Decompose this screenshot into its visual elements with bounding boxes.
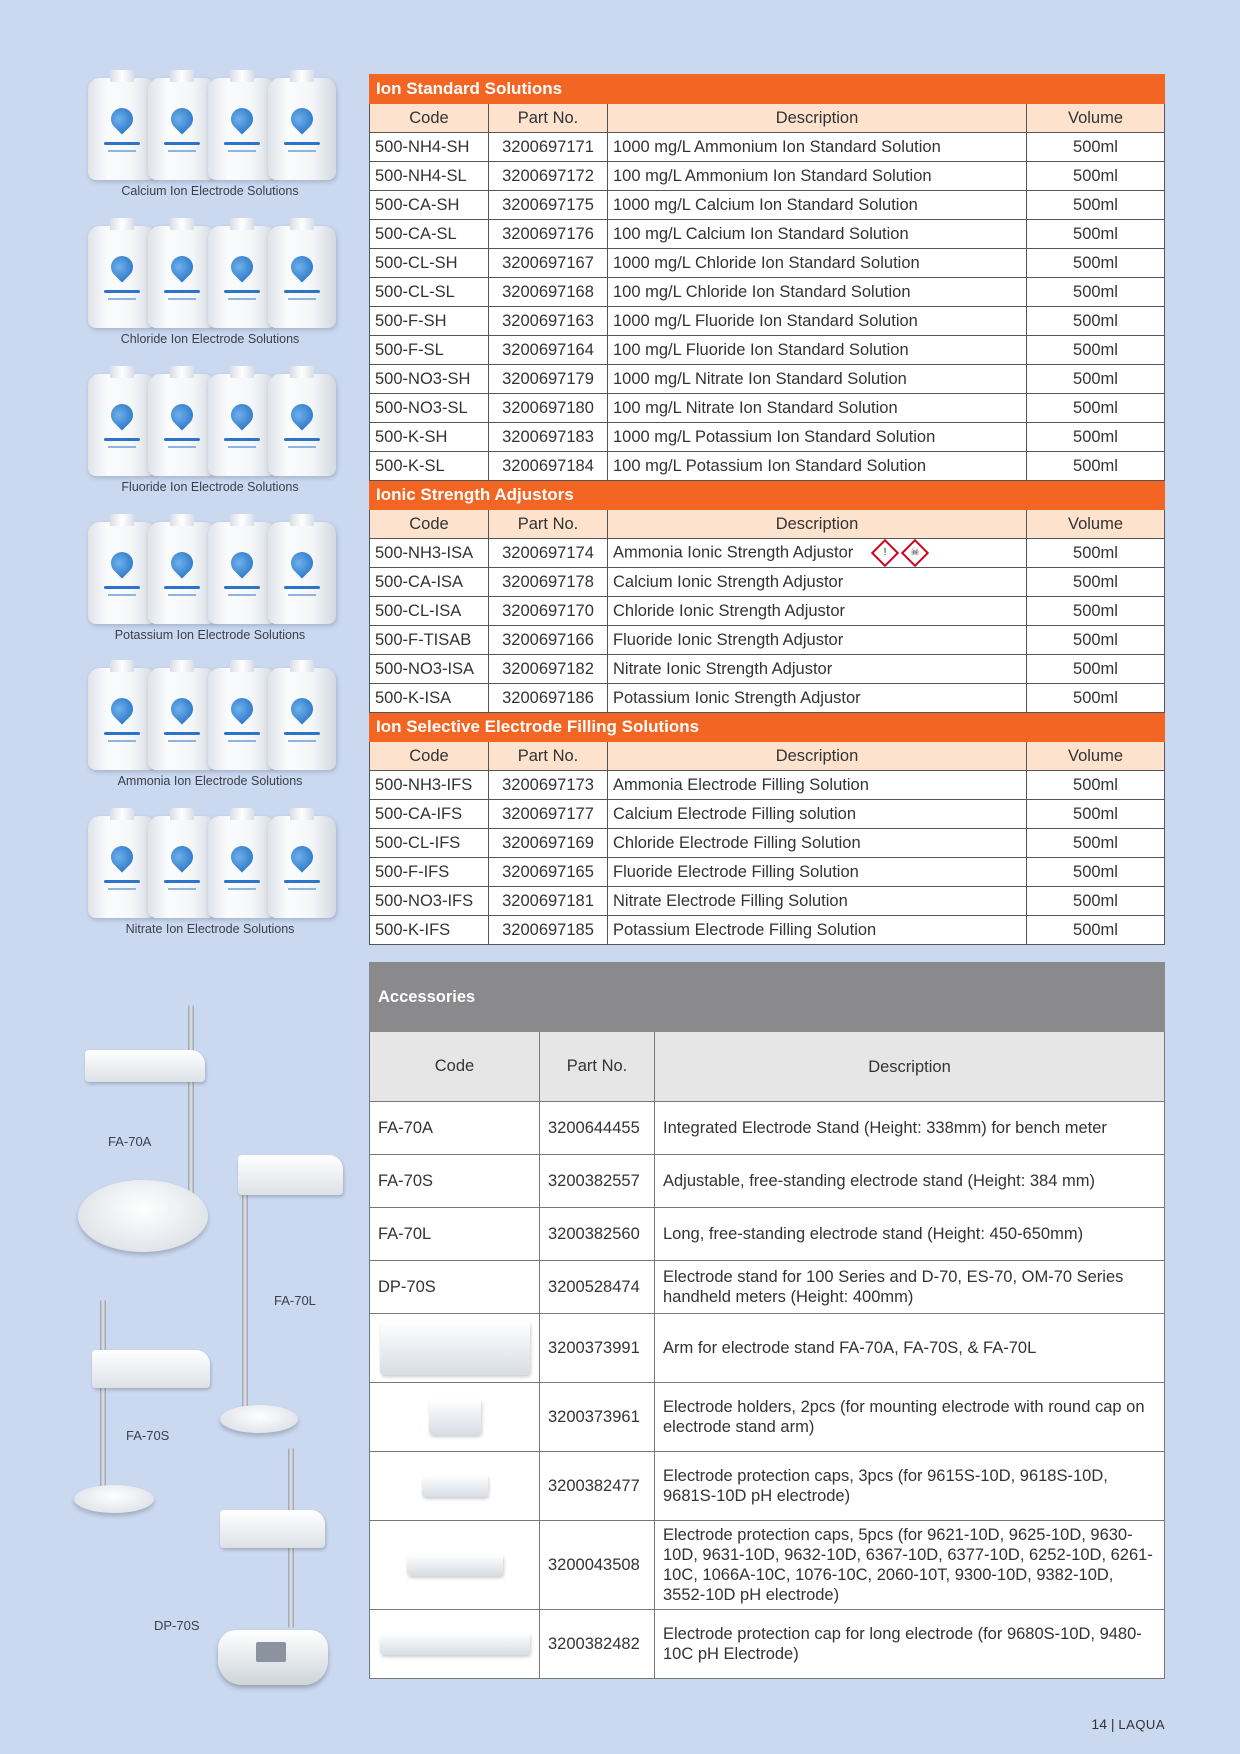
row-description-text: Potassium Ionic Strength Adjustor [613,688,861,707]
section-title: Ion Selective Electrode Filling Solutions [370,713,1165,742]
row-part-number: 3200697184 [489,452,608,481]
accessories-section-header [370,963,1165,1032]
row-description [608,162,1027,191]
row-description [608,858,1027,887]
row-description [608,916,1027,945]
row-volume: 500ml [1027,365,1165,394]
table-row [370,365,1165,394]
row-description [608,220,1027,249]
row-description: Electrode stand for 100 Series and D-70, ES-70, OM-70 Series handheld meters (Height: 400mm) [655,1261,1165,1314]
row-code: 500-NH3-ISA [370,539,489,568]
column-header-row [370,510,1165,539]
row-code [370,1610,540,1679]
bottle-icon [208,522,276,624]
row-volume: 500ml [1027,539,1165,568]
solutions-table [369,74,1165,945]
row-part-number: 3200697183 [489,423,608,452]
row-code: 500-CA-SL [370,220,489,249]
row-description [608,452,1027,481]
row-description: Electrode protection caps, 3pcs (for 9615S-10D, 9618S-10D, 9681S-10D pH electrode) [655,1452,1165,1521]
row-part-number: 3200697182 [489,655,608,684]
table-row [370,916,1165,945]
accessory-image [380,1321,530,1375]
bottles-image [80,808,340,920]
table-row [370,1208,1165,1261]
row-description [608,423,1027,452]
table-row [370,1383,1165,1452]
section-header [370,713,1165,742]
row-volume: 500ml [1027,626,1165,655]
dp70s-meter [218,1630,328,1685]
bottle-group [80,808,340,936]
row-description [608,278,1027,307]
bottle-group-caption: Potassium Ion Electrode Solutions [114,628,306,642]
row-volume: 500ml [1027,220,1165,249]
bottle-icon [208,226,276,328]
row-description [608,394,1027,423]
bottle-group [80,366,340,494]
row-volume: 500ml [1027,568,1165,597]
column-header-description: Description [608,510,1027,539]
stand-illustrations [70,990,360,1690]
row-code: 500-CL-IFS [370,829,489,858]
row-part-number: 3200644455 [540,1102,655,1155]
row-part-number: 3200697174 [489,539,608,568]
row-part-number: 3200382482 [540,1610,655,1679]
fa70s-base [74,1485,154,1513]
row-description-text: Chloride Electrode Filling Solution [613,833,861,852]
row-code: 500-K-SH [370,423,489,452]
table-row [370,887,1165,916]
bottle-icon [208,374,276,476]
table-row [370,162,1165,191]
row-part-number: 3200697178 [489,568,608,597]
row-description [608,829,1027,858]
table-row [370,394,1165,423]
row-part-number: 3200697175 [489,191,608,220]
row-volume: 500ml [1027,771,1165,800]
row-part-number: 3200373961 [540,1383,655,1452]
bottle-icon [268,374,336,476]
row-volume: 500ml [1027,249,1165,278]
row-volume: 500ml [1027,191,1165,220]
column-header-code: Code [370,510,489,539]
column-header-row [370,104,1165,133]
row-volume: 500ml [1027,162,1165,191]
section-header [370,75,1165,104]
row-description-text: 100 mg/L Chloride Ion Standard Solution [613,282,911,301]
bottle-group-caption: Nitrate Ion Electrode Solutions [125,922,295,936]
row-code: 500-F-SH [370,307,489,336]
row-part-number: 3200373991 [540,1314,655,1383]
bottle-icon [88,522,156,624]
row-description: Electrode protection cap for long electrode (for 9680S-10D, 9480-10C pH Electrode) [655,1610,1165,1679]
column-header-volume: Volume [1027,510,1165,539]
row-part-number: 3200382477 [540,1452,655,1521]
row-description-text: Nitrate Electrode Filling Solution [613,891,848,910]
column-header-part: Part No. [489,742,608,771]
section-header [370,481,1165,510]
bottle-group [80,514,340,642]
fa70l-rod [242,1155,248,1425]
row-code: 500-NO3-SH [370,365,489,394]
row-code: 500-CA-SH [370,191,489,220]
table-row [370,568,1165,597]
row-description [608,887,1027,916]
table-row [370,423,1165,452]
row-code: 500-NO3-ISA [370,655,489,684]
accessory-image [429,1399,481,1435]
row-description: Arm for electrode stand FA-70A, FA-70S, & FA-70L [655,1314,1165,1383]
row-code [370,1314,540,1383]
table-row [370,800,1165,829]
row-volume: 500ml [1027,394,1165,423]
row-code: 500-K-ISA [370,684,489,713]
page-footer [1091,1716,1165,1732]
row-volume: 500ml [1027,655,1165,684]
bottle-icon [88,668,156,770]
row-volume: 500ml [1027,452,1165,481]
table-row [370,684,1165,713]
row-volume: 500ml [1027,829,1165,858]
bottles-image [80,660,340,772]
bottle-icon [268,668,336,770]
row-code: 500-F-TISAB [370,626,489,655]
bottle-icon [148,816,216,918]
row-description-text: Fluoride Ionic Strength Adjustor [613,630,844,649]
table-row [370,336,1165,365]
row-part-number: 3200697173 [489,771,608,800]
row-volume: 500ml [1027,597,1165,626]
table-row [370,539,1165,568]
column-header-description: Description [655,1032,1165,1102]
table-row [370,452,1165,481]
bottle-icon [148,374,216,476]
table-row [370,858,1165,887]
accessory-image [380,1633,530,1655]
row-code: 500-K-SL [370,452,489,481]
row-part-number: 3200528474 [540,1261,655,1314]
row-description: Adjustable, free-standing electrode stand (Height: 384 mm) [655,1155,1165,1208]
row-description-text: Calcium Ionic Strength Adjustor [613,572,844,591]
fa70a-arm [85,1050,205,1082]
table-row [370,133,1165,162]
table-row [370,1610,1165,1679]
table-row [370,1314,1165,1383]
bottle-icon [148,226,216,328]
row-volume: 500ml [1027,800,1165,829]
row-part-number: 3200697186 [489,684,608,713]
accessories-column-header-row [370,1032,1165,1102]
row-part-number: 3200697172 [489,162,608,191]
bottle-group [80,70,340,198]
bottle-icon [88,226,156,328]
row-part-number: 3200697180 [489,394,608,423]
row-description: Integrated Electrode Stand (Height: 338mm) for bench meter [655,1102,1165,1155]
row-part-number: 3200697165 [489,858,608,887]
row-code: 500-F-SL [370,336,489,365]
row-code: FA-70A [370,1102,540,1155]
row-description [608,336,1027,365]
row-part-number: 3200697169 [489,829,608,858]
bottle-icon [268,78,336,180]
row-description [608,597,1027,626]
column-header-description: Description [608,742,1027,771]
accessory-image [407,1554,503,1576]
label-dp70s: DP-70S [154,1618,200,1633]
row-code: 500-CA-ISA [370,568,489,597]
bottle-icon [88,816,156,918]
column-header-volume: Volume [1027,742,1165,771]
row-description: Electrode protection caps, 5pcs (for 9621-10D, 9625-10D, 9630-10D, 9631-10D, 9632-10D, 6367-10D, 6377-10D, 6252-10D, 6261-10C, 1066A-10C, 1076-10C, 2060-10T, 9300-10D, 9382-10D, 3552-10D pH electrode) [655,1521,1165,1610]
row-code: 500-K-IFS [370,916,489,945]
column-header-description: Description [608,104,1027,133]
table-row [370,1261,1165,1314]
hazard-exclamation-icon: ! [871,539,899,567]
accessories-title: Accessories [370,963,1165,1032]
column-header-part: Part No. [489,104,608,133]
column-header-code: Code [370,742,489,771]
row-description [608,568,1027,597]
bottle-group-caption: Chloride Ion Electrode Solutions [120,332,300,346]
page-number: 14 | [1091,1716,1115,1732]
row-description-text: 1000 mg/L Nitrate Ion Standard Solution [613,369,907,388]
bottle-icon [148,668,216,770]
row-code: 500-F-IFS [370,858,489,887]
table-row [370,1102,1165,1155]
table-row [370,220,1165,249]
dp70s-arm [220,1510,325,1548]
bottle-icon [208,78,276,180]
bottle-icon [148,78,216,180]
row-part-number: 3200697166 [489,626,608,655]
column-header-row [370,742,1165,771]
table-row [370,655,1165,684]
row-part-number: 3200043508 [540,1521,655,1610]
row-description-text: 100 mg/L Potassium Ion Standard Solution [613,456,927,475]
row-description [608,365,1027,394]
row-description [608,539,1027,568]
table-row [370,249,1165,278]
fa70s-rod [100,1300,106,1505]
row-description-text: 1000 mg/L Potassium Ion Standard Solution [613,427,936,446]
row-part-number: 3200697171 [489,133,608,162]
row-code: FA-70S [370,1155,540,1208]
bottle-icon [268,226,336,328]
row-description-text: 100 mg/L Calcium Ion Standard Solution [613,224,909,243]
row-part-number: 3200697163 [489,307,608,336]
row-code: 500-CL-SL [370,278,489,307]
row-description: Long, free-standing electrode stand (Height: 450-650mm) [655,1208,1165,1261]
bottle-group [80,218,340,346]
row-description [608,191,1027,220]
row-code: 500-CL-SH [370,249,489,278]
row-part-number: 3200697170 [489,597,608,626]
fa70a-base [78,1180,208,1252]
row-part-number: 3200697179 [489,365,608,394]
row-part-number: 3200697177 [489,800,608,829]
table-row [370,1521,1165,1610]
row-code: 500-NO3-SL [370,394,489,423]
accessory-image [422,1475,488,1497]
row-part-number: 3200697185 [489,916,608,945]
bottle-icon [268,816,336,918]
fa70l-arm [238,1155,343,1195]
column-header-code: Code [370,1032,540,1102]
fa70s-arm [92,1350,210,1388]
row-code: 500-NH4-SL [370,162,489,191]
row-code: 500-CA-IFS [370,800,489,829]
row-code: 500-NH4-SH [370,133,489,162]
row-description-text: 1000 mg/L Fluoride Ion Standard Solution [613,311,918,330]
row-code: FA-70L [370,1208,540,1261]
bottle-icon [148,522,216,624]
table-row [370,597,1165,626]
table-row [370,771,1165,800]
row-description-text: 100 mg/L Fluoride Ion Standard Solution [613,340,909,359]
bottle-icon [268,522,336,624]
column-header-code: Code [370,104,489,133]
row-volume: 500ml [1027,423,1165,452]
row-part-number: 3200697167 [489,249,608,278]
accessories-table [369,962,1165,1679]
bottle-group [80,660,340,788]
row-description-text: Chloride Ionic Strength Adjustor [613,601,846,620]
bottle-icon [208,668,276,770]
row-description-text: 100 mg/L Nitrate Ion Standard Solution [613,398,898,417]
row-volume: 500ml [1027,336,1165,365]
fa70l-base [220,1405,298,1433]
bottles-image [80,514,340,626]
row-description-text: Potassium Electrode Filling Solution [613,920,877,939]
row-volume: 500ml [1027,858,1165,887]
row-code [370,1452,540,1521]
row-description-text: Ammonia Electrode Filling Solution [613,775,869,794]
bottle-group-caption: Ammonia Ion Electrode Solutions [117,774,303,788]
bottle-icon [88,78,156,180]
row-part-number: 3200382560 [540,1208,655,1261]
row-description [608,307,1027,336]
row-code [370,1383,540,1452]
row-part-number: 3200697168 [489,278,608,307]
bottles-image [80,218,340,330]
row-description-text: Calcium Electrode Filling solution [613,804,857,823]
table-row [370,191,1165,220]
bottles-image [80,70,340,182]
brand-name: LAQUA [1118,1717,1165,1732]
row-description [608,133,1027,162]
row-code [370,1521,540,1610]
row-volume: 500ml [1027,307,1165,336]
label-fa70a: FA-70A [108,1134,152,1149]
bottle-icon [88,374,156,476]
table-row [370,626,1165,655]
bottle-icon [208,816,276,918]
row-code: 500-NO3-IFS [370,887,489,916]
row-description [608,684,1027,713]
row-code: 500-CL-ISA [370,597,489,626]
column-header-part: Part No. [489,510,608,539]
row-volume: 500ml [1027,133,1165,162]
row-code: 500-NH3-IFS [370,771,489,800]
row-description-text: 1000 mg/L Chloride Ion Standard Solution [613,253,920,272]
section-title: Ion Standard Solutions [370,75,1165,104]
row-description-text: Ammonia Ionic Strength Adjustor [613,543,854,562]
column-header-volume: Volume [1027,104,1165,133]
bottle-group-caption: Calcium Ion Electrode Solutions [121,184,299,198]
table-row [370,307,1165,336]
row-description [608,249,1027,278]
row-part-number: 3200697176 [489,220,608,249]
row-part-number: 3200697164 [489,336,608,365]
label-fa70s: FA-70S [126,1428,170,1443]
fa70a-rod [188,1005,194,1195]
row-volume: 500ml [1027,916,1165,945]
table-row [370,1452,1165,1521]
column-header-part: Part No. [540,1032,655,1102]
table-row [370,1155,1165,1208]
row-part-number: 3200697181 [489,887,608,916]
row-description-text: Nitrate Ionic Strength Adjustor [613,659,833,678]
bottles-image [80,366,340,478]
hazard-health-icon: ☠ [901,539,929,567]
row-volume: 500ml [1027,278,1165,307]
row-part-number: 3200382557 [540,1155,655,1208]
table-row [370,278,1165,307]
row-volume: 500ml [1027,887,1165,916]
bottle-group-caption: Fluoride Ion Electrode Solutions [121,480,299,494]
row-description-text: Fluoride Electrode Filling Solution [613,862,859,881]
row-description: Electrode holders, 2pcs (for mounting electrode with round cap on electrode stand arm) [655,1383,1165,1452]
row-description-text: 1000 mg/L Ammonium Ion Standard Solution [613,137,941,156]
row-description [608,771,1027,800]
label-fa70l: FA-70L [274,1293,316,1308]
row-description [608,626,1027,655]
row-description [608,655,1027,684]
row-code: DP-70S [370,1261,540,1314]
row-volume: 500ml [1027,684,1165,713]
row-description [608,800,1027,829]
row-description-text: 100 mg/L Ammonium Ion Standard Solution [613,166,932,185]
row-description-text: 1000 mg/L Calcium Ion Standard Solution [613,195,918,214]
section-title: Ionic Strength Adjustors [370,481,1165,510]
table-row [370,829,1165,858]
